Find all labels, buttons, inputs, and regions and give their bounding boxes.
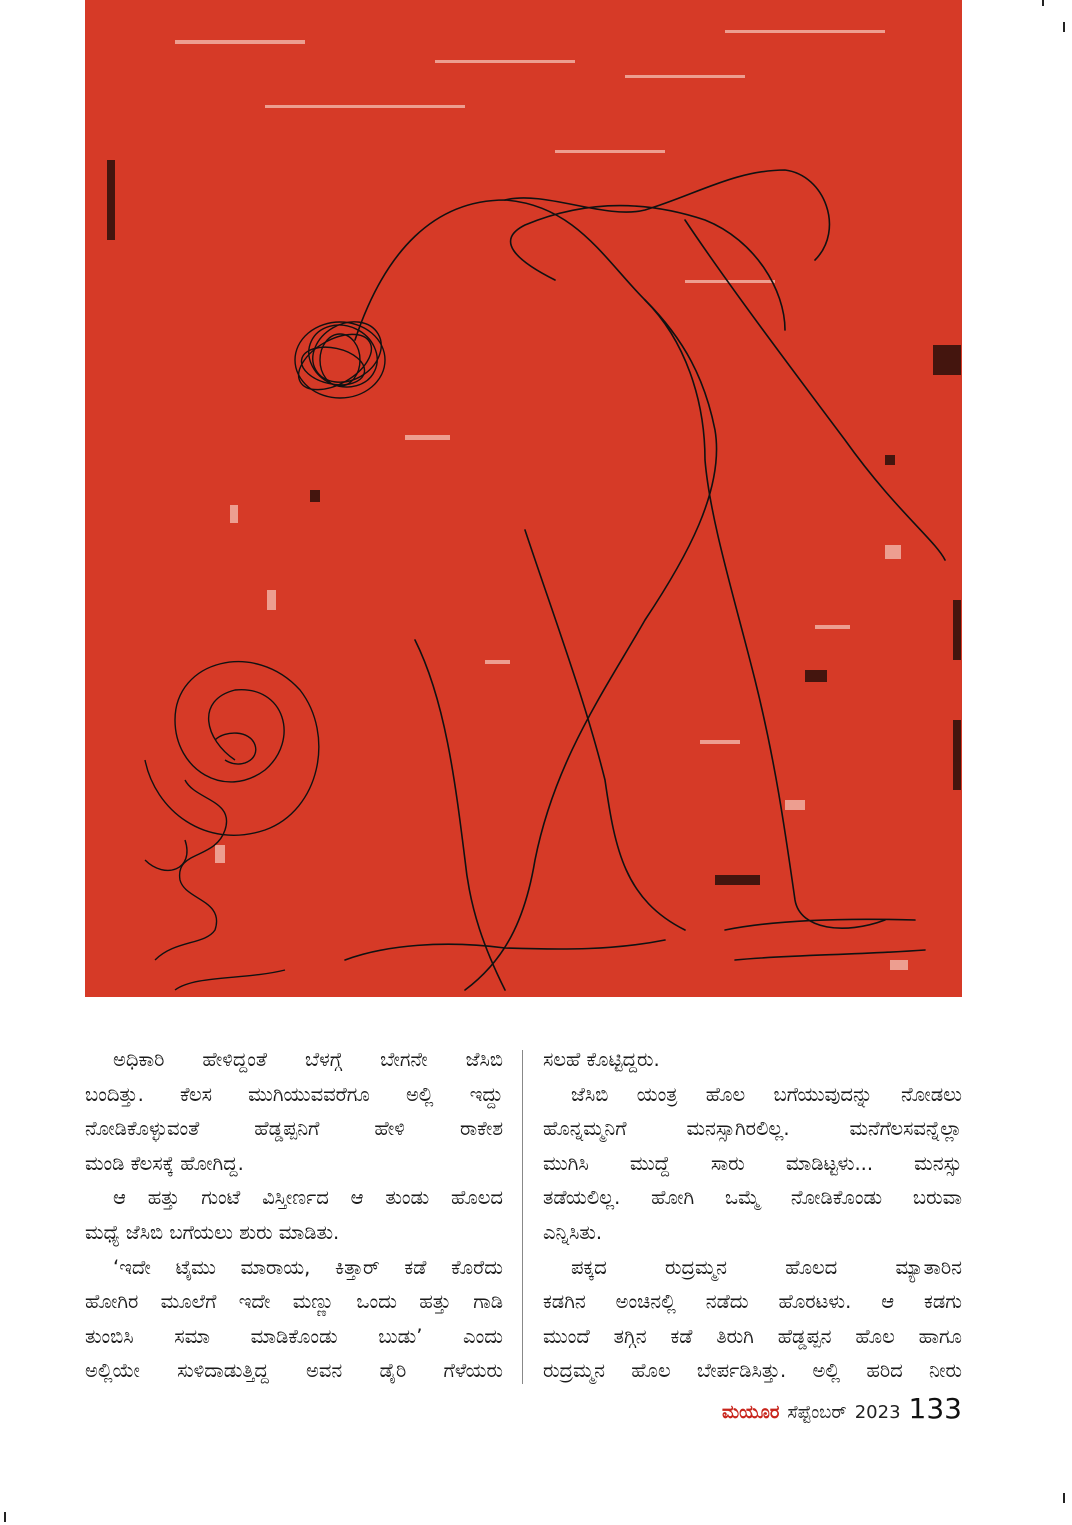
text-line: ತುಂಬಿಸಿ ಸಮಾ ಮಾಡಿಕೊಂಡು ಬುಡು’ ಎಂದು — [85, 1324, 503, 1348]
text-line: ಮಧ್ಯೆ ಜೆಸಿಬಿ ಬಗೆಯಲು ಶುರು ಮಾಡಿತು. — [85, 1220, 340, 1244]
article-column-left — [85, 1043, 503, 1389]
magazine-name: ಮಯೂರ — [721, 1402, 780, 1423]
crop-mark — [1063, 22, 1065, 32]
text-line: ‘ಇದೇ ಟೈಮು ಮಾರಾಯ, ಕಿತ್ತಾರ್ ಕಡೆ ಕೊರೆದು — [113, 1255, 503, 1279]
abstract-line-drawing-icon — [85, 0, 962, 997]
text-line: ಮುಗಿಸಿ ಮುದ್ದೆ ಸಾರು ಮಾಡಿಟ್ಟಳು... ಮನಸ್ಸು — [543, 1151, 962, 1175]
page-number: 133 — [908, 1392, 962, 1425]
text-line: ಎನ್ನಿಸಿತು. — [543, 1220, 603, 1244]
page-footer — [722, 1392, 962, 1425]
text-line: ಕಡಗಿನ ಅಂಚಿನಲ್ಲಿ ನಡೆದು ಹೊರಟಳು. ಆ ಕಡಗು — [543, 1290, 962, 1314]
text-line: ಅಲ್ಲಿಯೇ ಸುಳಿದಾಡುತ್ತಿದ್ದ ಅವನ ಡೈರಿ ಗೆಳೆಯರು — [85, 1359, 503, 1383]
crop-mark — [1063, 1493, 1065, 1503]
issue-month: ಸೆಪ್ಟೆಂಬರ್ — [787, 1402, 847, 1423]
column-divider — [522, 1050, 523, 1384]
text-line: ಪಕ್ಕದ ರುದ್ರಮ್ಮನ ಹೊಲದ ಮ್ಯಾತಾರಿನ — [571, 1255, 962, 1279]
text-line: ಜೆಸಿಬಿ ಯಂತ್ರ ಹೊಲ ಬಗೆಯುವುದನ್ನು ನೋಡಲು — [571, 1082, 962, 1106]
text-line: ಬಂದಿತ್ತು. ಕೆಲಸ ಮುಗಿಯುವವರೆಗೂ ಅಲ್ಲಿ ಇದ್ದು — [85, 1082, 503, 1106]
text-line: ಹೋಗಿರ ಮೂಲೆಗೆ ಇದೇ ಮಣ್ಣು ಒಂದು ಹತ್ತು ಗಾಡಿ — [85, 1290, 503, 1314]
crop-mark — [1042, 0, 1044, 6]
text-line: ಮಂಡಿ ಕೆಲಸಕ್ಕೆ ಹೋಗಿದ್ದ. — [85, 1151, 244, 1175]
story-illustration — [85, 0, 962, 997]
text-line: ಸಲಹೆ ಕೊಟ್ಟಿದ್ದರು. — [543, 1048, 660, 1071]
issue-year: 2023 — [854, 1402, 901, 1423]
text-line: ಅಧಿಕಾರಿ ಹೇಳಿದ್ದಂತೆ ಬೆಳಗ್ಗೆ ಬೇಗನೇ ಜೆಸಿಬಿ — [113, 1048, 503, 1071]
text-line: ತಡೆಯಲಿಲ್ಲ. ಹೋಗಿ ಒಮ್ಮೆ ನೋಡಿಕೊಂಡು ಬರುವಾ — [543, 1186, 962, 1210]
text-line: ನೋಡಿಕೊಳ್ಳುವಂತೆ ಹೆಡ್ಡಪ್ಪನಿಗೆ ಹೇಳಿ ರಾಕೇಶ — [85, 1117, 503, 1141]
text-line: ಆ ಹತ್ತು ಗುಂಟೆ ವಿಸ್ತೀರ್ಣದ ಆ ತುಂಡು ಹೊಲದ — [113, 1186, 503, 1210]
text-line: ಮುಂದೆ ತಗ್ಗಿನ ಕಡೆ ತಿರುಗಿ ಹೆಡ್ಡಪ್ಪನ ಹೊಲ ಹಾಗೂ — [543, 1324, 962, 1348]
text-line: ಹೊನ್ನಮ್ಮನಿಗೆ ಮನಸ್ಸಾಗಿರಲಿಲ್ಲ. ಮನೆಗೆಲಸವನ್ನೆಲ್ಲಾ — [543, 1117, 962, 1141]
article-column-right — [543, 1043, 962, 1389]
text-line: ರುದ್ರಮ್ಮನ ಹೊಲ ಬೇರ್ಪಡಿಸಿತ್ತು. ಅಲ್ಲಿ ಹರಿದ ನೀರು — [543, 1359, 962, 1383]
crop-mark — [4, 1512, 6, 1522]
